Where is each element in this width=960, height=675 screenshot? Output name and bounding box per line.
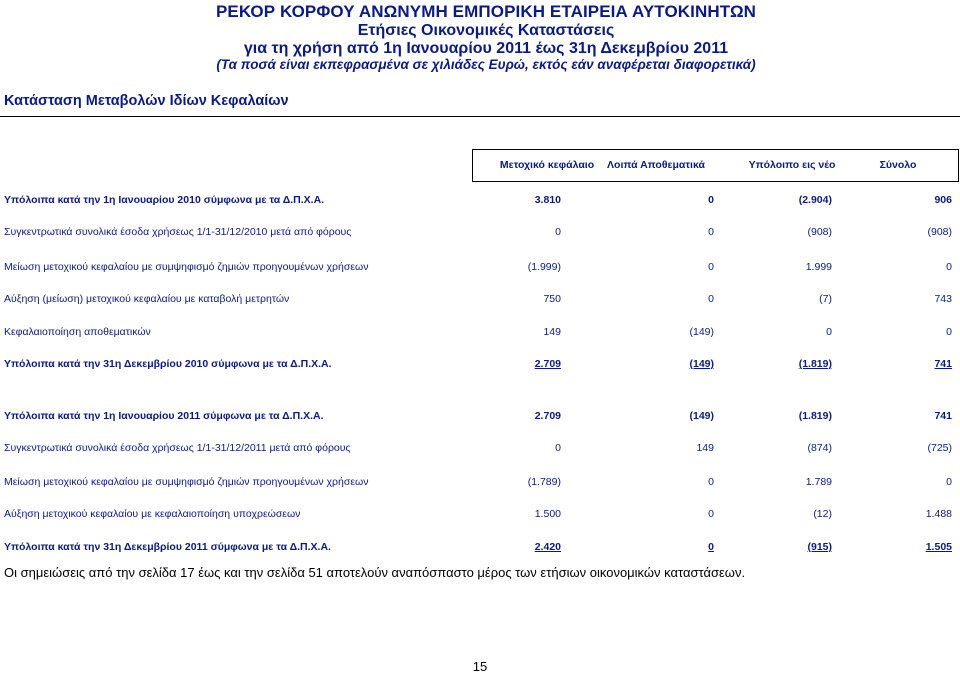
company-name: ΡΕΚΟΡ ΚΟΡΦΟΥ ΑΝΩΝΥΜΗ ΕΜΠΟΡΙΚΗ ΕΤΑΙΡΕΙΑ ΑΥΤΟΚΙΝΗΤΩΝ (215, 2, 757, 21)
row-value: (1.999) (527, 261, 561, 273)
divider (0, 116, 960, 117)
row-value: 3.810 (534, 194, 561, 206)
row-value: 0 (946, 326, 952, 338)
row-value: 0 (708, 541, 714, 553)
row-value: 1.505 (925, 541, 952, 553)
table-row (0, 476, 960, 490)
row-value: (725) (927, 442, 952, 454)
row-value: 0 (708, 476, 714, 488)
row-value: 0 (708, 293, 714, 305)
row-label: Κεφαλαιοποίηση αποθεματικών (4, 326, 151, 338)
row-label: Υπόλοιπα κατά την 1η Ιανουαρίου 2010 σύμφωνα με τα Δ.Π.Χ.Α. (4, 194, 325, 206)
row-value: 149 (696, 442, 714, 454)
column-header-box (472, 149, 959, 182)
row-value: 0 (946, 261, 952, 273)
row-value: 2.709 (534, 358, 561, 370)
row-value: 0 (555, 442, 561, 454)
table-row (0, 226, 960, 240)
row-value: 0 (708, 194, 714, 206)
row-value: (1.789) (527, 476, 561, 488)
row-value: 2.709 (534, 410, 561, 422)
row-label: Συγκεντρωτικά συνολικά έσοδα χρήσεως 1/1-31/12/2011 μετά από φόρους (4, 442, 351, 454)
row-label: Υπόλοιπα κατά την 1η Ιανουαρίου 2011 σύμφωνα με τα Δ.Π.Χ.Α. (4, 410, 324, 422)
table-row (0, 326, 960, 340)
row-value: 1.488 (925, 508, 952, 520)
row-value: (1.819) (798, 358, 832, 370)
row-value: 741 (934, 410, 952, 422)
page-number: 15 (472, 659, 488, 674)
column-total: Σύνολο (879, 159, 917, 171)
row-value: (908) (807, 226, 832, 238)
table-row (0, 541, 960, 555)
row-value: (149) (689, 358, 714, 370)
row-value: (12) (813, 508, 832, 520)
row-value: (908) (927, 226, 952, 238)
row-value: 0 (708, 508, 714, 520)
table-row (0, 442, 960, 456)
currency-note: (Τα ποσά είναι εκπεφρασμένα σε χιλιάδες Ευρώ, εκτός εάν αναφέρεται διαφορετικά) (216, 57, 756, 72)
table-row (0, 508, 960, 522)
table-row (0, 410, 960, 424)
column-other-reserves: Λοιπά Αποθεματικά (607, 159, 705, 171)
row-label: Μείωση μετοχικού κεφαλαίου με συμψηφισμό ζημιών προηγουμένων χρήσεων (4, 261, 369, 273)
row-value: 1.789 (805, 476, 832, 488)
table-row (0, 194, 960, 208)
footnote: Οι σημειώσεις από την σελίδα 17 έως και την σελίδα 51 αποτελούν αναπόσπαστο μέρος των ετήσιων οικονομικών καταστάσεων. (4, 565, 746, 580)
row-value: (2.904) (798, 194, 832, 206)
row-value: 149 (543, 326, 561, 338)
row-value: 741 (934, 358, 952, 370)
row-value: 0 (826, 326, 832, 338)
row-value: 1.500 (534, 508, 561, 520)
row-label: Μείωση μετοχικού κεφαλαίου με συμψηφισμό ζημιών προηγουμένων χρήσεων (4, 476, 369, 488)
table-row (0, 293, 960, 307)
row-label: Αύξηση (μείωση) μετοχικού κεφαλαίου με καταβολή μετρητών (4, 293, 290, 305)
row-value: (7) (819, 293, 832, 305)
row-label: Αύξηση μετοχικού κεφαλαίου με κεφαλαιοποίηση υποχρεώσεων (4, 508, 301, 520)
table-row (0, 261, 960, 275)
row-value: 906 (934, 194, 952, 206)
row-value: (149) (689, 326, 714, 338)
row-value: 0 (708, 226, 714, 238)
column-retained-earnings: Υπόλοιπο εις νέο (748, 159, 836, 171)
row-label: Υπόλοιπα κατά την 31η Δεκεμβρίου 2011 σύμφωνα με τα Δ.Π.Χ.Α. (4, 541, 331, 553)
row-label: Συγκεντρωτικά συνολικά έσοδα χρήσεως 1/1-31/12/2010 μετά από φόρους (4, 226, 352, 238)
row-value: 0 (946, 476, 952, 488)
report-period: για τη χρήση από 1η Ιανουαρίου 2011 έως 31η Δεκεμβρίου 2011 (243, 40, 729, 57)
row-value: (149) (689, 410, 714, 422)
row-value: (915) (807, 541, 832, 553)
row-label: Υπόλοιπα κατά την 31η Δεκεμβρίου 2010 σύμφωνα με τα Δ.Π.Χ.Α. (4, 358, 332, 370)
column-share-capital: Μετοχικό κεφάλαιο (499, 159, 595, 171)
row-value: 0 (555, 226, 561, 238)
report-subtitle: Ετήσιες Οικονομικές Καταστάσεις (357, 22, 615, 39)
row-value: (874) (807, 442, 832, 454)
row-value: 0 (708, 261, 714, 273)
row-value: 2.420 (534, 541, 561, 553)
section-title: Κατάσταση Μεταβολών Ιδίων Κεφαλαίων (4, 93, 289, 109)
row-value: 743 (934, 293, 952, 305)
row-value: (1.819) (798, 410, 832, 422)
row-value: 750 (543, 293, 561, 305)
table-row (0, 358, 960, 372)
row-value: 1.999 (805, 261, 832, 273)
